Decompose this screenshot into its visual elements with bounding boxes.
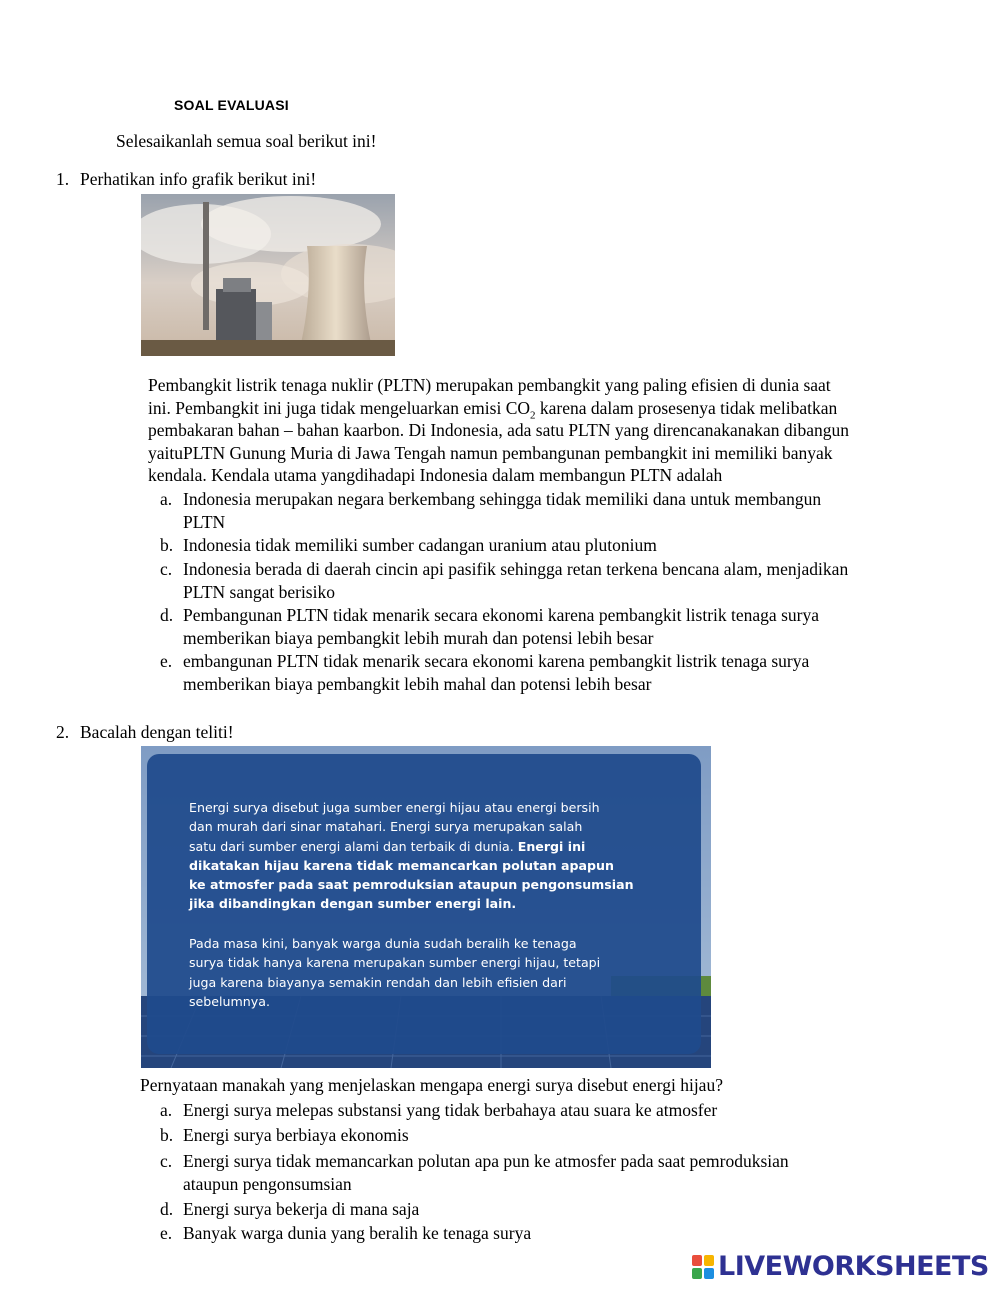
- question-2-question: Pernyataan manakah yang menjelaskan mengapa energi surya disebut energi hijau?: [140, 1075, 723, 1095]
- q1-option-c[interactable]: [183, 558, 943, 603]
- option-line: Energi surya bekerja di mana saja: [183, 1199, 420, 1219]
- card-line: dikatakan hijau karena tidak memancarkan polutan apapun: [189, 857, 614, 873]
- question-1-passage: [148, 374, 948, 487]
- option-line: Indonesia berada di daerah cincin api pasifik sehingga retan terkena bencana alam, menjadikan: [183, 559, 849, 579]
- option-line: Banyak warga dunia yang beralih ke tenaga surya: [183, 1223, 532, 1243]
- passage-line: Pembangkit listrik tenaga nuklir (PLTN) merupakan pembangkit yang paling efisien di dunia saat: [148, 375, 831, 395]
- q2-option-a[interactable]: [183, 1099, 943, 1122]
- q2-option-c-letter: c.: [160, 1151, 173, 1171]
- question-1-prompt: Perhatikan info grafik berikut ini!: [80, 169, 317, 189]
- page-title: SOAL EVALUASI: [174, 97, 289, 113]
- card-line: ke atmosfer pada saat pemroduksian ataupun pengonsumsian: [189, 877, 634, 893]
- passage-line: yaituPLTN Gunung Muria di Jawa Tengah namun pembangunan pembangkit ini memiliki banyak: [148, 442, 833, 463]
- option-line: Energi surya melepas substansi yang tidak berbahaya atau suara ke atmosfer: [183, 1100, 718, 1120]
- card-line: juga karena biayanya semakin rendah dan lebih efisien dari: [189, 974, 567, 990]
- q1-option-e[interactable]: [183, 650, 943, 695]
- subscript: 2: [530, 409, 536, 422]
- q1-option-e-letter: e.: [160, 651, 173, 671]
- q2-option-a-letter: a.: [160, 1100, 173, 1120]
- option-line: Indonesia merupakan negara berkembang sehingga tidak memiliki dana untuk membangun: [183, 489, 822, 509]
- passage-text: ini. Pembangkit ini juga tidak mengeluarkan emisi CO: [148, 397, 531, 418]
- q1-option-a-letter: a.: [160, 489, 173, 509]
- instruction-text: Selesaikanlah semua soal berikut ini!: [116, 131, 377, 151]
- option-line: Pembangunan PLTN tidak menarik secara ekonomi karena pembangkit listrik tenaga surya: [183, 605, 819, 625]
- option-line: PLTN: [183, 511, 226, 532]
- card-line: dan murah dari sinar matahari. Energi surya merupakan salah: [189, 819, 583, 835]
- power-plant-photo: [141, 194, 395, 356]
- q1-option-d-letter: d.: [160, 605, 174, 625]
- q2-option-b-letter: b.: [160, 1125, 174, 1145]
- solar-energy-infographic: [141, 746, 711, 1068]
- card-line: surya tidak hanya karena merupakan sumber energi hijau, tetapi: [189, 955, 601, 971]
- infographic-paragraph-2: [189, 934, 659, 1011]
- passage-line: [148, 397, 948, 420]
- brand-name: LIVEWORKSHEETS: [718, 1250, 989, 1282]
- passage-line: kendala. Kendala utama yangdihadapi Indonesia dalam membangun PLTN adalah: [148, 465, 723, 486]
- option-line: PLTN sangat berisiko: [183, 581, 335, 602]
- card-line: Energi surya disebut juga sumber energi hijau atau energi bersih: [189, 800, 600, 815]
- option-line: ataupun pengonsumsian: [183, 1173, 352, 1194]
- option-line: memberikan biaya pembangkit lebih murah dan potensi lebih besar: [183, 627, 654, 648]
- card-text: satu dari sumber energi alami dan terbaik di dunia.: [189, 838, 518, 854]
- card-line: [189, 837, 659, 856]
- liveworksheets-logo[interactable]: [692, 1252, 989, 1282]
- card-bold-text: Energi ini: [517, 838, 586, 854]
- card-line: jika dibandingkan dengan sumber energi lain.: [189, 896, 517, 912]
- card-line: sebelumnya.: [189, 993, 270, 1009]
- q2-option-d[interactable]: [183, 1198, 943, 1221]
- q2-option-b[interactable]: [183, 1124, 943, 1147]
- option-line: embangunan PLTN tidak menarik secara ekonomi karena pembangkit listrik tenaga surya: [183, 651, 810, 671]
- q2-option-c[interactable]: [183, 1150, 943, 1195]
- question-2-prompt: Bacalah dengan teliti!: [80, 722, 234, 742]
- option-line: memberikan biaya pembangkit lebih mahal dan potensi lebih besar: [183, 673, 652, 694]
- question-1-number: 1.: [56, 169, 70, 189]
- q1-option-a[interactable]: [183, 488, 943, 533]
- q1-option-b-letter: b.: [160, 535, 174, 555]
- liveworksheets-logo-icon: [692, 1255, 714, 1279]
- q2-option-d-letter: d.: [160, 1199, 174, 1219]
- q2-option-e[interactable]: [183, 1222, 943, 1245]
- passage-line: pembakaran bahan – bahan kaarbon. Di Indonesia, ada satu PLTN yang direncanakanakan dibangun: [148, 420, 850, 441]
- passage-text: karena dalam prosesenya tidak melibatkan: [535, 397, 838, 418]
- q1-option-b[interactable]: [183, 534, 943, 557]
- infographic-paragraph-1: [189, 798, 659, 914]
- question-2-number: 2.: [56, 722, 70, 742]
- option-line: Indonesia tidak memiliki sumber cadangan uranium atau plutonium: [183, 535, 657, 555]
- q2-option-e-letter: e.: [160, 1223, 173, 1243]
- q1-option-c-letter: c.: [160, 559, 173, 579]
- card-line: Pada masa kini, banyak warga dunia sudah beralih ke tenaga: [189, 936, 577, 951]
- q1-option-d[interactable]: [183, 604, 943, 649]
- option-line: Energi surya berbiaya ekonomis: [183, 1125, 409, 1145]
- power-plant-image: [141, 194, 395, 356]
- option-line: Energi surya tidak memancarkan polutan apa pun ke atmosfer pada saat pemroduksian: [183, 1151, 789, 1171]
